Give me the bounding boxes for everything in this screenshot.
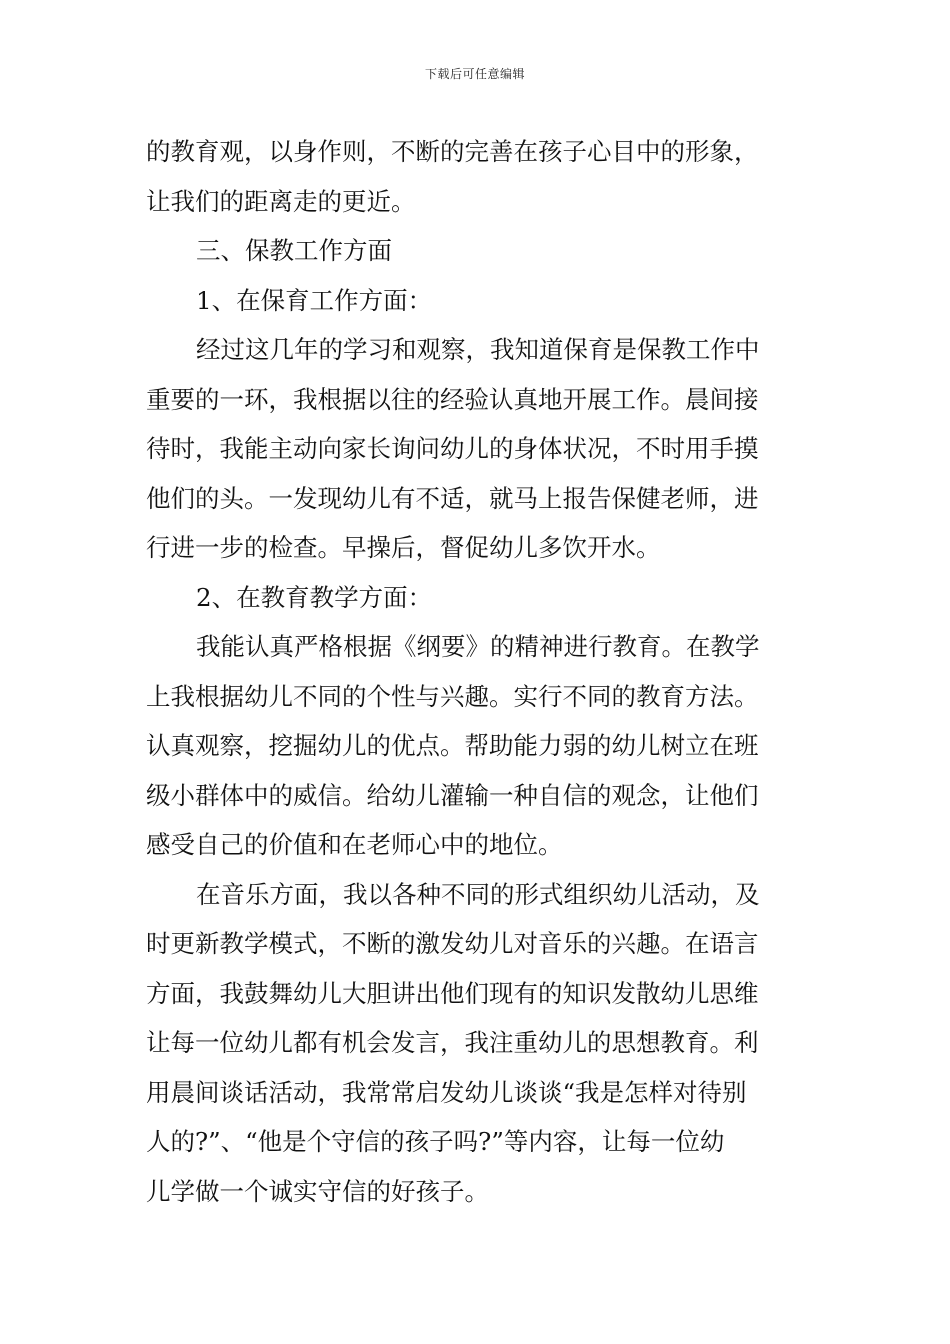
section-heading: 三、保教工作方面	[196, 236, 392, 265]
subsection-heading: 1、在保育工作方面：	[196, 285, 433, 315]
text-line: 在音乐方面，我以各种不同的形式组织幼儿活动，及	[196, 879, 760, 909]
text-line: 人的?”、“他是个守信的孩子吗?”等内容，让每一位幼	[146, 1127, 725, 1156]
text-line: 行进一步的检查。早操后，督促幼儿多饮开水。	[146, 533, 661, 562]
text-line: 方面，我鼓舞幼儿大胆讲出他们现有的知识发散幼儿思维	[146, 978, 759, 1008]
subsection-heading: 2、在教育教学方面：	[196, 582, 433, 612]
text-line: 认真观察，挖掘幼儿的优点。帮助能力弱的幼儿树立在班	[146, 731, 759, 760]
text-line: 我能认真严格根据《纲要》的精神进行教育。在教学	[196, 632, 760, 661]
text-line: 用晨间谈话活动，我常常启发幼儿谈谈“我是怎样对待别	[146, 1077, 747, 1107]
page-header-note: 下载后可任意编辑	[424, 67, 525, 81]
text-line: 经过这几年的学习和观察，我知道保育是保教工作中	[196, 335, 760, 364]
text-line: 让每一位幼儿都有机会发言，我注重幼儿的思想教育。利	[146, 1028, 759, 1057]
text-line: 待时，我能主动向家长询问幼儿的身体状况，不时用手摸	[146, 434, 759, 463]
text-line: 级小群体中的威信。给幼儿灌输一种自信的观念，让他们	[146, 780, 759, 810]
text-line: 的教育观，以身作则，不断的完善在孩子心目中的形象，	[146, 137, 759, 166]
text-line: 他们的头。一发现幼儿有不适，就马上报告保健老师，进	[146, 483, 759, 513]
text-line: 上我根据幼儿不同的个性与兴趣。实行不同的教育方法。	[146, 681, 759, 711]
text-line: 重要的一环，我根据以往的经验认真地开展工作。晨间接	[146, 384, 759, 414]
text-line: 儿学做一个诚实守信的好孩子。	[146, 1176, 489, 1206]
text-line: 让我们的距离走的更近。	[146, 186, 416, 216]
document-body	[146, 127, 806, 1216]
text-line: 感受自己的价值和在老师心中的地位。	[146, 830, 563, 859]
text-line: 时更新教学模式，不断的激发幼儿对音乐的兴趣。在语言	[146, 929, 759, 958]
